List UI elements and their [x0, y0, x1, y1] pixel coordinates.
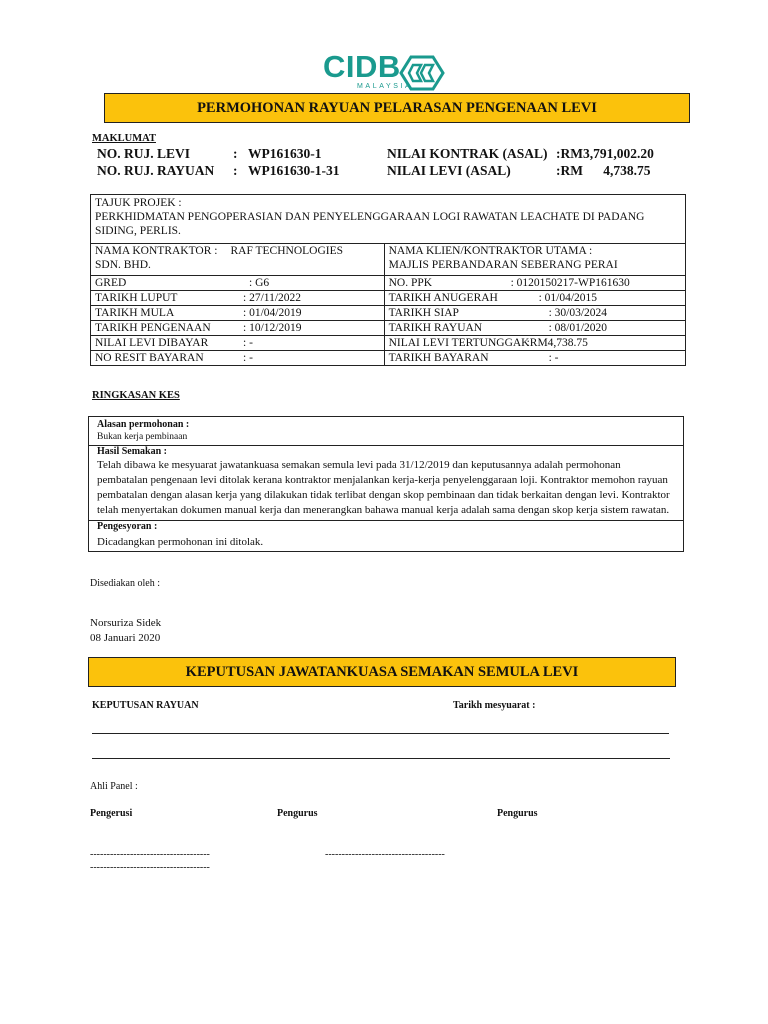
tajuk-cell: [91, 195, 686, 244]
ringkasan-kes-table: [88, 416, 684, 552]
nilai-levi-tertunggak-label: NILAI LEVI TERTUNGGAK: [388, 337, 530, 349]
no-ppk-value: : 0120150217-WP161630: [510, 277, 630, 289]
nilai-levi-label: NILAI LEVI (ASAL): [387, 163, 511, 178]
keputusan-rayuan-label: KEPUTUSAN RAYUAN: [92, 700, 199, 711]
signature-line-pengurus-2: ------------------------------------: [90, 862, 210, 873]
pengerusi-label: Pengerusi: [90, 808, 133, 819]
info-row: [91, 276, 686, 291]
keputusan-line-1: [92, 733, 669, 734]
ahli-panel-label: Ahli Panel :: [90, 781, 138, 792]
tarikh-siap-value: : 30/03/2024: [548, 307, 608, 319]
no-ruj-rayuan-label: NO. RUJ. RAYUAN: [97, 163, 215, 178]
alasan-label: Alasan permohonan :: [97, 419, 190, 430]
colon: :: [233, 146, 238, 161]
kontraktor-row: [91, 244, 686, 276]
pengesyoran-label: Pengesyoran :: [97, 521, 158, 532]
no-ruj-levi-value: WP161630-1: [248, 146, 322, 161]
nilai-kontrak-label: NILAI KONTRAK (ASAL): [387, 146, 548, 161]
info-row: [91, 291, 686, 306]
tajuk-row: [91, 195, 686, 244]
hasil-row: [89, 446, 684, 521]
nilai-levi-value: :RM 4,738.75: [556, 163, 651, 178]
info-row: [91, 351, 686, 366]
logo-text: CIDB: [323, 49, 401, 84]
info-row: [91, 321, 686, 336]
tarikh-bayaran-value: : -: [548, 352, 559, 364]
gred-value: : G6: [249, 277, 270, 289]
logo-mark-icon: [399, 55, 445, 91]
kontraktor-value-line2: SDN. BHD.: [95, 259, 151, 271]
tarikh-luput-value: : 27/11/2022: [243, 292, 302, 304]
tarikh-mula-value: : 01/04/2019: [243, 307, 302, 319]
tajuk-text: PERKHIDMATAN PENGOPERASIAN DAN PENYELENGGARAAN LOGI RAWATAN LEACHATE DI PADANG SIDING, PERLIS.: [95, 211, 645, 237]
tarikh-rayuan-label: TARIKH RAYUAN: [388, 322, 483, 334]
disediakan-label: Disediakan oleh :: [90, 578, 160, 589]
preparer-date: 08 Januari 2020: [90, 632, 161, 644]
pengesyoran-row: [89, 521, 684, 552]
gred-label: GRED: [95, 277, 127, 289]
tarikh-pengenaan-value: : 10/12/2019: [243, 322, 302, 334]
tarikh-bayaran-label: TARIKH BAYARAN: [388, 352, 489, 364]
pengesyoran-text: Dicadangkan permohonan ini ditolak.: [97, 536, 264, 548]
kontraktor-cell: [91, 244, 385, 276]
cidb-logo: [323, 49, 448, 94]
alasan-row: [89, 417, 684, 446]
logo-subtext: MALAYSIA: [357, 83, 413, 90]
tarikh-anugerah-label: TARIKH ANUGERAH: [388, 292, 498, 304]
ringkasan-kes-heading: RINGKASAN KES: [92, 390, 180, 401]
klien-cell: [384, 244, 685, 276]
tarikh-rayuan-value: : 08/01/2020: [548, 322, 608, 334]
nilai-levi-dibayar-label: NILAI LEVI DIBAYAR: [95, 337, 209, 349]
klien-value: MAJLIS PERBANDARAN SEBERANG PERAI: [388, 259, 618, 271]
tarikh-siap-label: TARIKH SIAP: [388, 307, 459, 319]
kontraktor-value: RAF TECHNOLOGIES: [230, 245, 344, 257]
project-info-table: [90, 194, 686, 366]
maklumat-heading: MAKLUMAT: [92, 133, 156, 144]
nilai-kontrak-value: :RM3,791,002.20: [556, 146, 654, 161]
tarikh-anugerah-value: : 01/04/2015: [538, 292, 598, 304]
signature-line-pengerusi: ------------------------------------: [90, 849, 210, 860]
hasil-label: Hasil Semakan :: [97, 446, 168, 457]
form-title-banner: PERMOHONAN RAYUAN PELARASAN PENGENAAN LEVI: [104, 93, 690, 123]
nilai-levi-dibayar-value: : -: [243, 337, 253, 349]
signature-line-pengurus-1: ------------------------------------: [325, 849, 445, 860]
nilai-levi-tertunggak-value: :RM4,738.75: [526, 337, 588, 349]
tarikh-luput-label: TARIKH LUPUT: [95, 292, 178, 304]
tarikh-pengenaan-label: TARIKH PENGENAAN: [95, 322, 211, 334]
keputusan-banner: KEPUTUSAN JAWATANKUASA SEMAKAN SEMULA LEVI: [88, 657, 676, 687]
klien-label: NAMA KLIEN/KONTRAKTOR UTAMA :: [388, 245, 593, 257]
keputusan-line-2: [92, 758, 670, 759]
tarikh-mula-label: TARIKH MULA: [95, 307, 175, 319]
tarikh-mesyuarat-label: Tarikh mesyuarat :: [453, 700, 536, 711]
alasan-text: Bukan kerja pembinaan: [97, 432, 188, 442]
info-row: [91, 306, 686, 321]
tajuk-label: TAJUK PROJEK :: [95, 197, 182, 209]
info-row: [91, 336, 686, 351]
no-resit-bayaran-label: NO RESIT BAYARAN: [95, 352, 204, 364]
kontraktor-label: NAMA KONTRAKTOR :: [95, 245, 218, 257]
preparer-name: Norsuriza Sidek: [90, 617, 162, 629]
no-ruj-levi-label: NO. RUJ. LEVI: [97, 146, 191, 161]
no-resit-bayaran-value: : -: [243, 352, 253, 364]
hasil-text: Telah dibawa ke mesyuarat jawatankuasa semakan semula levi pada 31/12/2019 dan keputusannya adalah permohonan pembatalan pengenaan levi ditolak kerana kontraktor menjalankan kerja-kerja penyelenggaraan loji. Kontraktor memohon rayuan pembatalan dengan alasan kerja yang dilakukan tidak terlibat dengan skop pembinaan dan tidak berkaitan dengan levi. Kontraktor telah menyertakan dokumen manual kerja dan menerangkan bahawa manual kerja adalah sama dengan skop kerja sistem rawatan.: [97, 459, 670, 516]
pengurus-label-2: Pengurus: [497, 808, 538, 819]
no-ppk-label: NO. PPK: [388, 277, 433, 289]
no-ruj-rayuan-value: WP161630-1-31: [248, 163, 340, 178]
pengurus-label-1: Pengurus: [277, 808, 318, 819]
colon: :: [233, 163, 238, 178]
